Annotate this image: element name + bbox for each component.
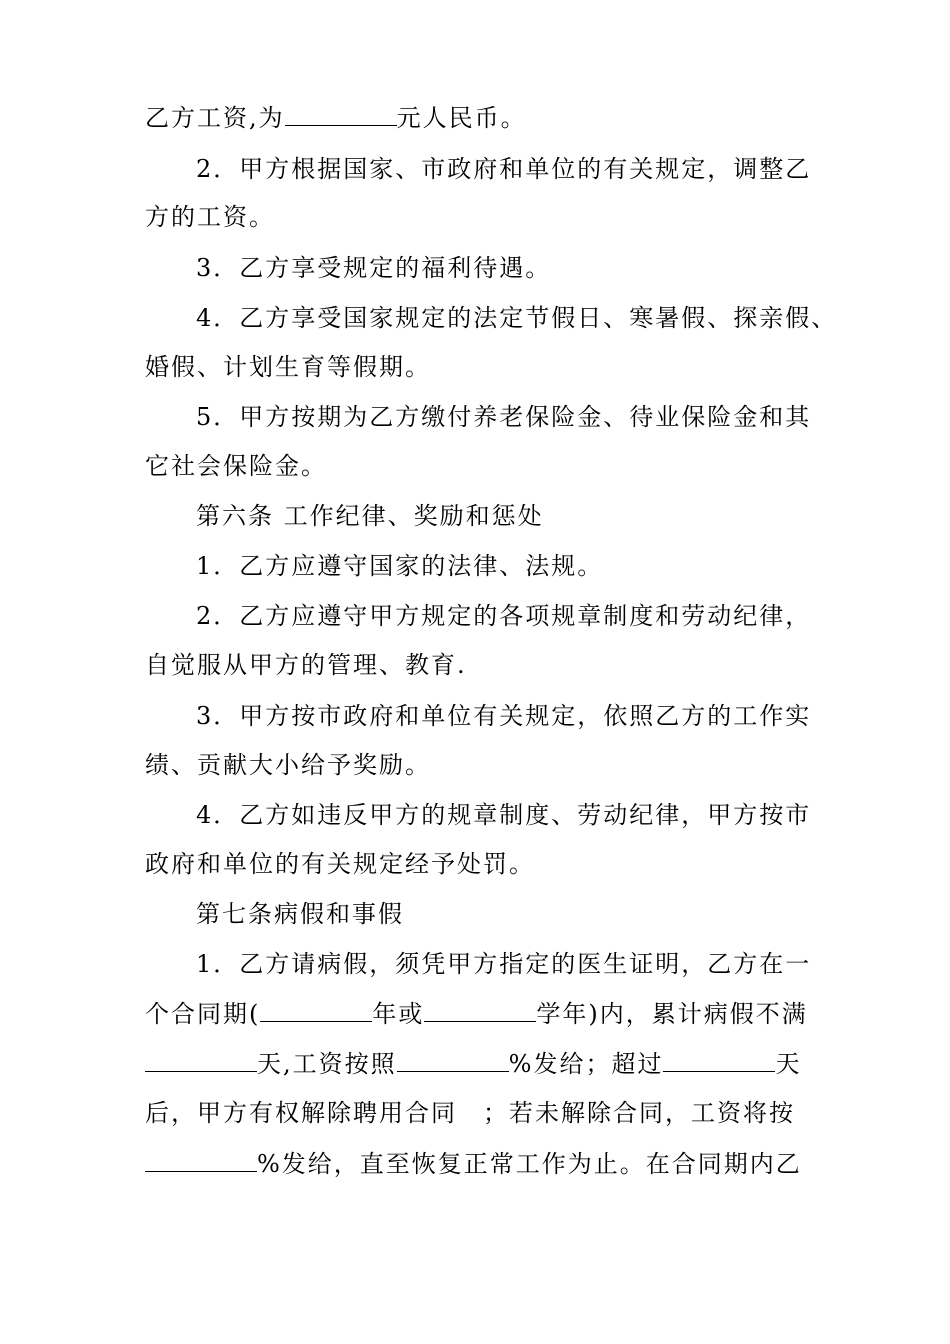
sick-leave-period-line bbox=[145, 994, 808, 1034]
clause-continuation: 绩、贡献大小给予奖励。 bbox=[145, 751, 431, 779]
fill-in-blank bbox=[424, 995, 536, 1022]
clause-continuation: 自觉服从甲方的管理、教育. bbox=[145, 651, 467, 679]
article-6-item-2: 2．乙方应遵守甲方规定的各项规章制度和劳动纪律， bbox=[196, 602, 812, 630]
clause-item-4: 4．乙方享受国家规定的法定节假日、寒暑假、探亲假、 bbox=[196, 304, 838, 332]
sick-leave-continued-pay-line bbox=[145, 1144, 802, 1184]
sick-leave-pay-line bbox=[145, 1044, 801, 1084]
fill-in-blank bbox=[145, 1045, 257, 1072]
text-segment: 天,工资按照 bbox=[257, 1050, 397, 1078]
fill-in-blank bbox=[260, 995, 372, 1022]
fill-in-blank bbox=[285, 99, 397, 126]
clause-continuation: 方的工资。 bbox=[145, 203, 275, 231]
text-segment: 元人民币。 bbox=[396, 104, 527, 132]
text-segment: 乙方工资,为 bbox=[145, 104, 285, 132]
clause-continuation: 它社会保险金。 bbox=[145, 452, 327, 480]
clause-item-2: 2．甲方根据国家、市政府和单位的有关规定，调整乙 bbox=[196, 155, 812, 183]
article-7-heading: 第七条病假和事假 bbox=[196, 900, 404, 928]
text-segment: 学年)内，累计病假不满 bbox=[536, 1000, 808, 1028]
fill-in-blank bbox=[663, 1045, 775, 1072]
text-segment: 天 bbox=[775, 1050, 802, 1078]
fill-in-blank bbox=[397, 1045, 509, 1072]
clause-item-5: 5．甲方按期为乙方缴付养老保险金、待业保险金和其 bbox=[196, 403, 812, 431]
text-segment: 个合同期( bbox=[145, 1000, 261, 1028]
text-segment: 年或 bbox=[372, 1000, 425, 1028]
article-6-item-1: 1．乙方应遵守国家的法律、法规。 bbox=[196, 552, 604, 580]
salary-line bbox=[145, 98, 527, 138]
article-6-item-4: 4．乙方如违反甲方的规章制度、劳动纪律，甲方按市 bbox=[196, 801, 812, 829]
clause-continuation: 后，甲方有权解除聘用合同 ；若未解除合同，工资将按 bbox=[145, 1099, 795, 1127]
article-6-heading: 第六条 工作纪律、奖励和惩处 bbox=[196, 502, 544, 530]
article-6-item-3: 3．甲方按市政府和单位有关规定，依照乙方的工作实 bbox=[196, 702, 812, 730]
text-segment: %发给，直至恢复正常工作为止。在合同期内乙 bbox=[257, 1150, 802, 1178]
clause-continuation: 婚假、计划生育等假期。 bbox=[145, 353, 431, 381]
clause-item-3: 3．乙方享受规定的福利待遇。 bbox=[196, 254, 552, 282]
clause-continuation: 政府和单位的有关规定经予处罚。 bbox=[145, 850, 535, 878]
text-segment: %发给；超过 bbox=[508, 1050, 664, 1078]
article-7-item-1: 1．乙方请病假，须凭甲方指定的医生证明，乙方在一 bbox=[196, 950, 812, 978]
fill-in-blank bbox=[145, 1145, 257, 1172]
